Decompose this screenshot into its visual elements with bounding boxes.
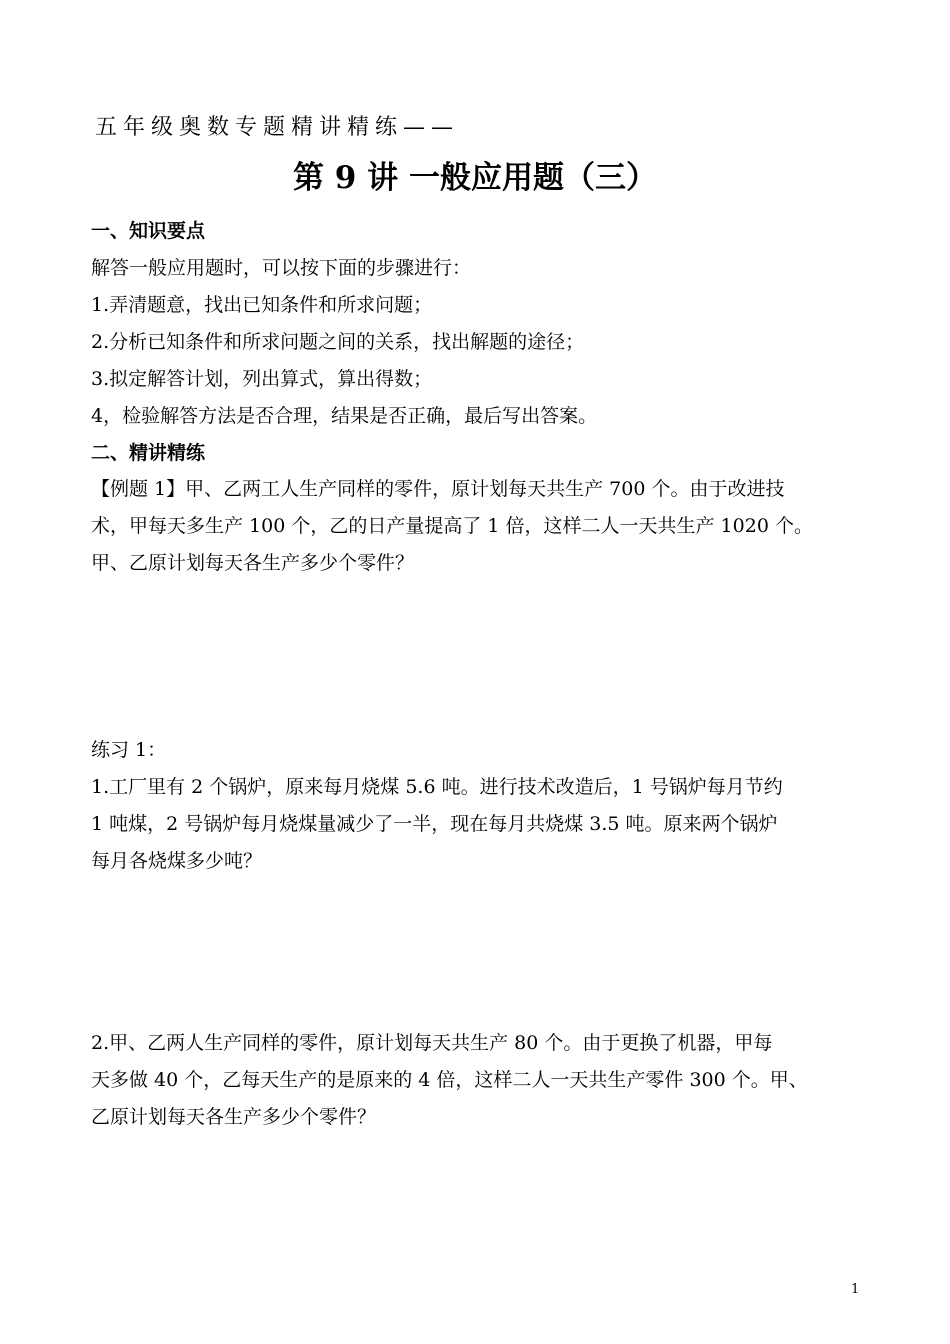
step-item: 2.分析已知条件和所求问题之间的关系，找出解题的途径； [91, 331, 585, 353]
practice-1 [91, 732, 881, 880]
problem-line: 乙原计划每天各生产多少个零件？ [91, 1106, 377, 1128]
step-item: 3.拟定解答计划，列出算式，算出得数； [91, 368, 433, 390]
example-line: 甲、乙原计划每天各生产多少个零件？ [91, 552, 415, 574]
problem-line: 1 吨煤，2 号锅炉每月烧煤量减少了一半，现在每月共烧煤 3.5 吨。原来两个锅炉 [91, 813, 778, 835]
example-1 [91, 471, 881, 582]
problem-line: 2.甲、乙两人生产同样的零件，原计划每天共生产 80 个。由于更换了机器，甲每 [91, 1032, 773, 1054]
example-line: 术，甲每天多生产 100 个，乙的日产量提高了 1 倍，这样二人一天共生产 1020 个。 [91, 515, 813, 537]
practice-label: 练习 1： [91, 739, 167, 761]
section-heading-knowledge-points: 一、知识要点 [91, 220, 206, 242]
section-intro: 解答一般应用题时，可以按下面的步骤进行： [91, 257, 472, 279]
page-number: 1 [851, 1282, 860, 1297]
lecture-title: 第 9 讲 一般应用题（三） [293, 160, 657, 196]
problem-line: 天多做 40 个，乙每天生产的是原来的 4 倍，这样二人一天共生产零件 300 个。甲、 [91, 1069, 808, 1091]
example-line: 【例题 1】甲、乙两工人生产同样的零件，原计划每天共生产 700 个。由于改进技 [91, 478, 785, 500]
step-item: 1.弄清题意，找出已知条件和所求问题； [91, 294, 433, 316]
problem-line: 1.工厂里有 2 个锅炉，原来每月烧煤 5.6 吨。进行技术改造后，1 号锅炉每月节约 [91, 776, 783, 798]
section-heading-lecture-practice: 二、精讲精练 [91, 442, 206, 464]
problem-line: 每月各烧煤多少吨？ [91, 850, 263, 872]
knowledge-points-section [91, 213, 881, 472]
step-item: 4，检验解答方法是否合理，结果是否正确，最后写出答案。 [91, 405, 598, 427]
practice-problem-2 [91, 1025, 881, 1136]
series-title: 五年级奥数专题精讲精练—— [95, 115, 460, 140]
